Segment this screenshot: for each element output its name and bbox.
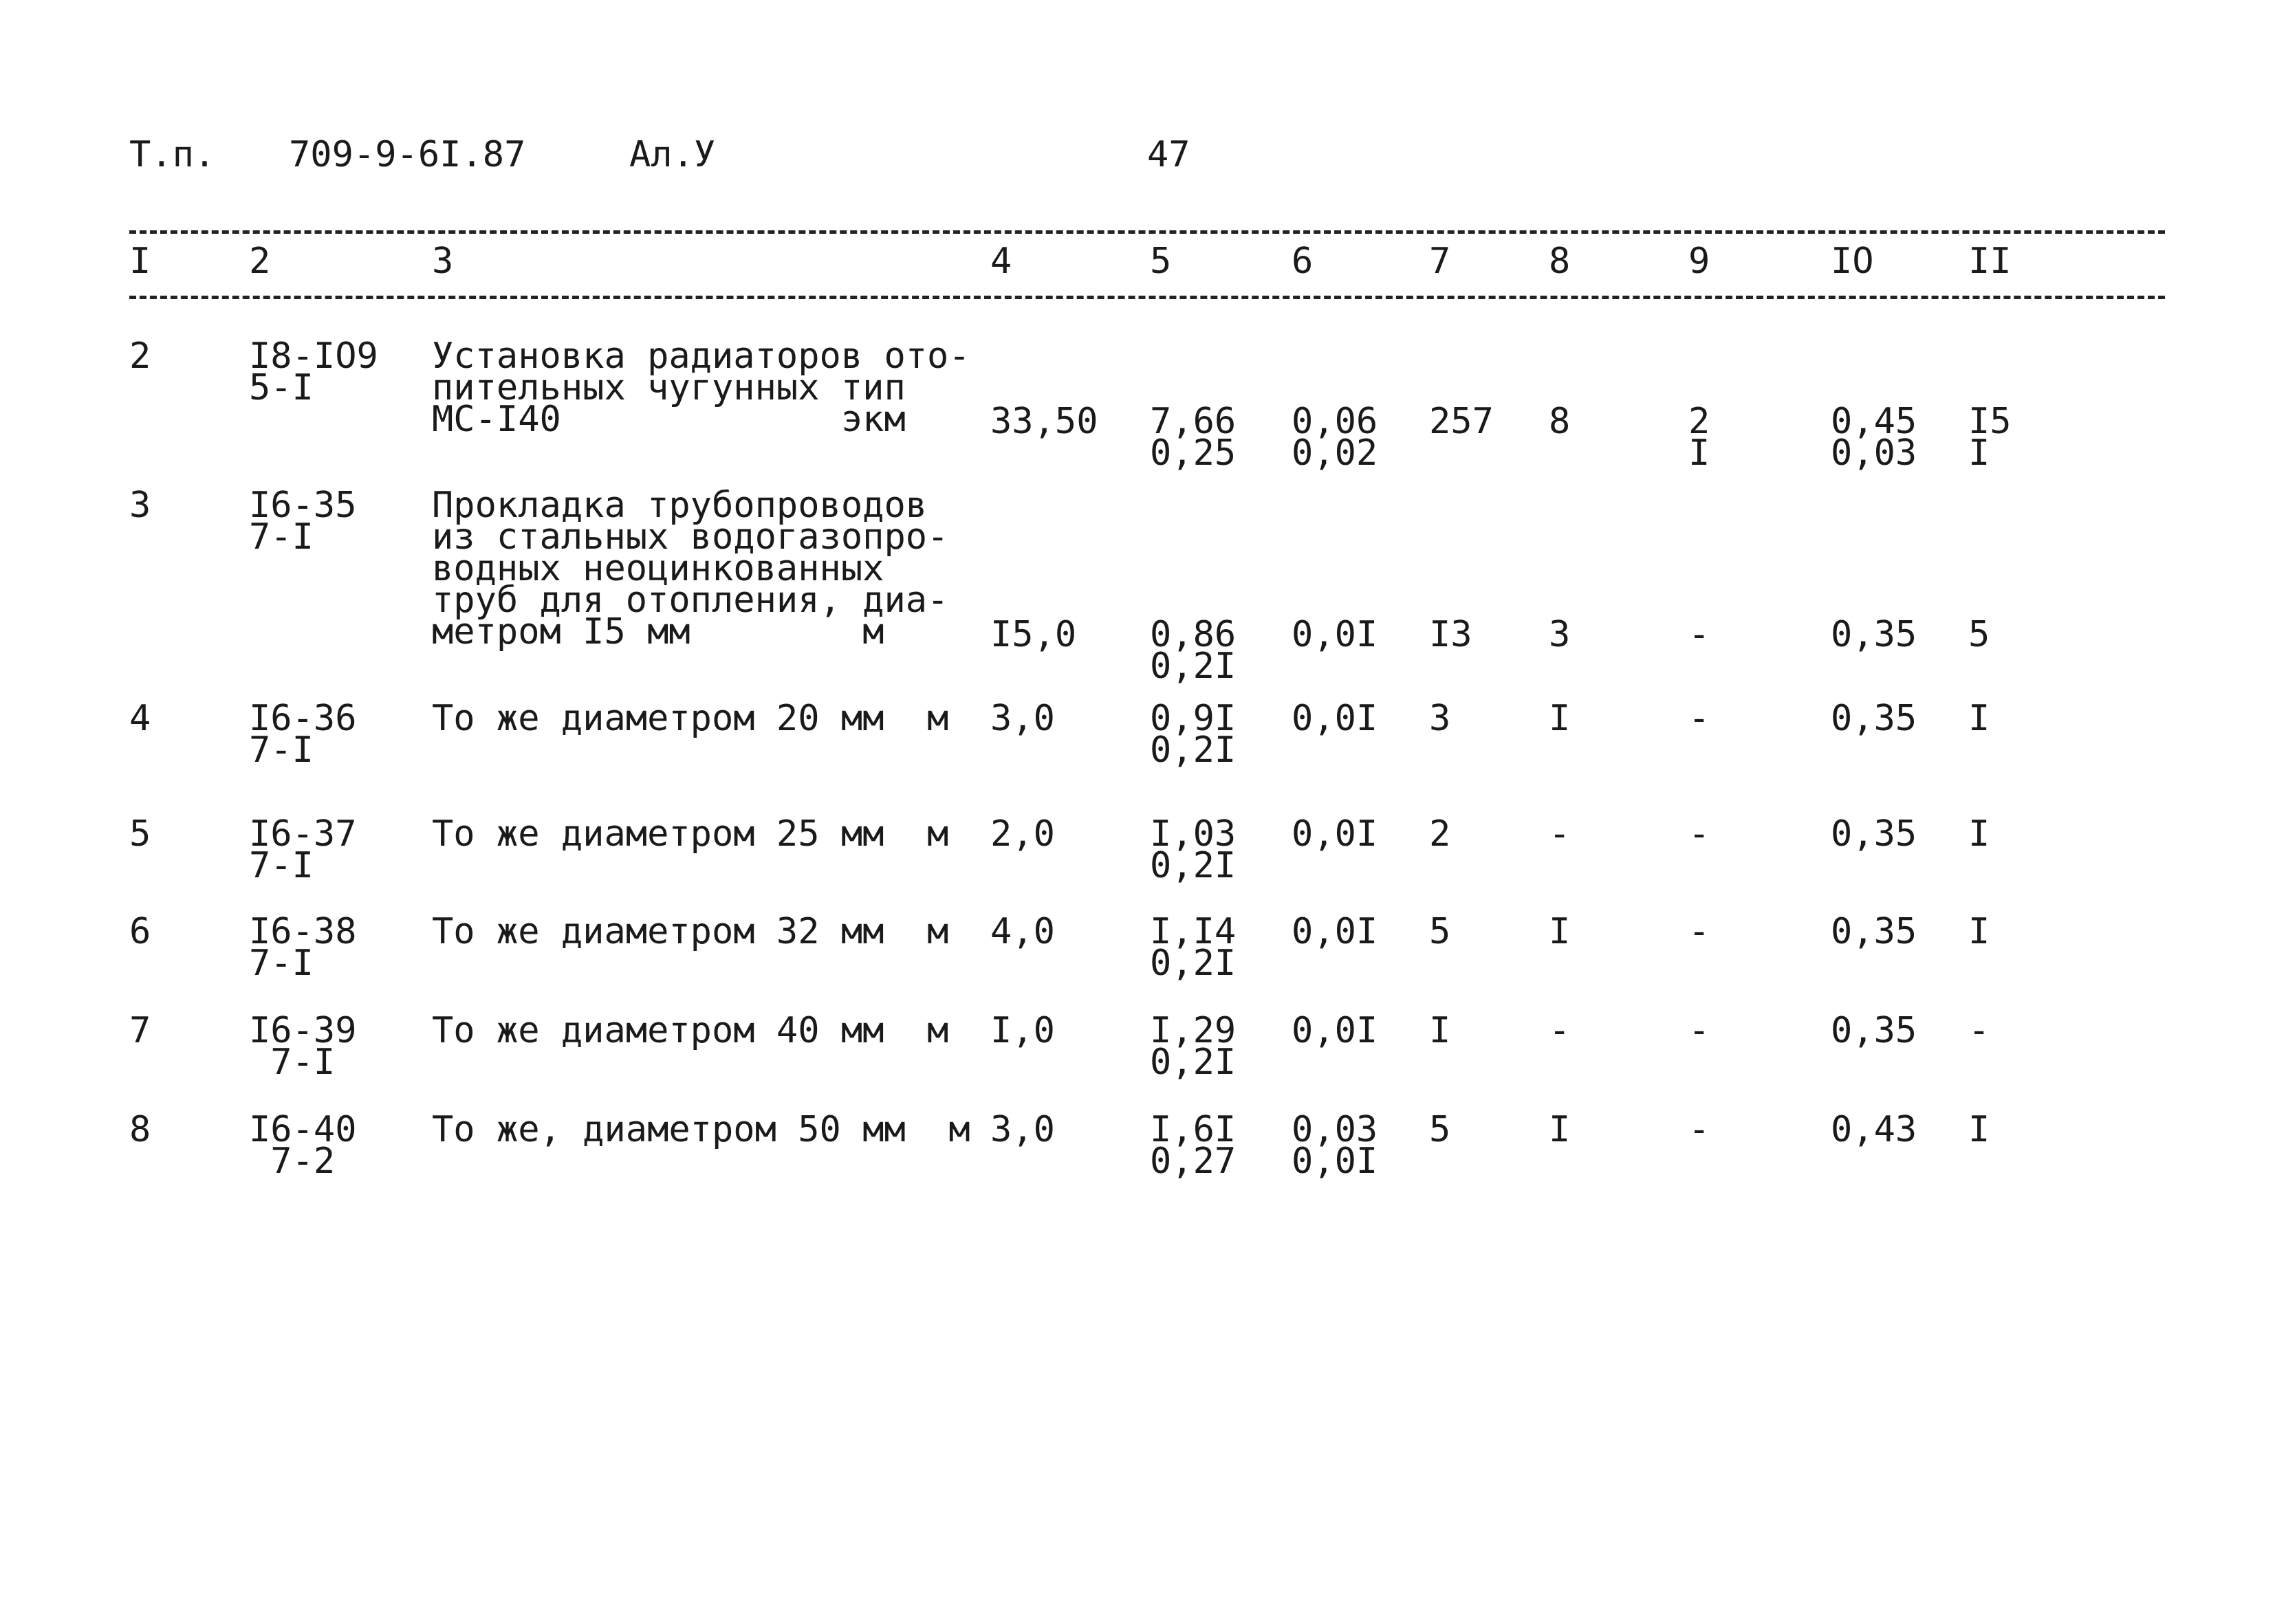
row-col-4: 3,0 xyxy=(990,698,1055,739)
row-col-10: 0,45 0,03 xyxy=(1831,401,1917,474)
row-number: 6 xyxy=(129,911,151,952)
row-col-7: 2 xyxy=(1429,813,1451,855)
row-code: I6-37 7-I xyxy=(249,813,357,886)
page-number: 47 xyxy=(1147,134,1190,175)
row-col-6: 0,03 0,0I xyxy=(1292,1109,1378,1182)
document-code: 709-9-6I.87 xyxy=(289,134,526,175)
row-col-11: I xyxy=(1968,698,1990,739)
row-col-8: I xyxy=(1549,1109,1571,1150)
row-col-7: 5 xyxy=(1429,1109,1451,1150)
row-description: То же, диаметром 50 мм м xyxy=(432,1109,970,1150)
column-header-8: 8 xyxy=(1549,241,1571,282)
header-prefix: Т.п. xyxy=(129,134,216,175)
row-number: 8 xyxy=(129,1109,151,1150)
row-col-6: 0,06 0,02 xyxy=(1292,401,1378,474)
row-col-5: I,29 0,2I xyxy=(1150,1010,1237,1083)
row-col-4: 4,0 xyxy=(990,911,1055,952)
row-col-11: I xyxy=(1968,911,1990,952)
row-col-7: 3 xyxy=(1429,698,1451,739)
row-description: То же диаметром 40 мм м xyxy=(432,1010,949,1051)
row-col-8: 8 xyxy=(1549,401,1571,442)
column-header-6: 6 xyxy=(1292,241,1314,282)
row-col-8: 3 xyxy=(1549,614,1571,655)
row-code: I6-40 7-2 xyxy=(249,1109,357,1182)
column-header-4: 4 xyxy=(990,241,1012,282)
top-rule xyxy=(129,230,2165,234)
row-col-4: I,0 xyxy=(990,1010,1055,1051)
row-col-9: - xyxy=(1688,614,1710,655)
row-col-5: I,I4 0,2I xyxy=(1150,911,1237,984)
row-description: То же диаметром 20 мм м xyxy=(432,698,949,739)
row-col-7: I3 xyxy=(1429,614,1472,655)
row-col-10: 0,35 xyxy=(1831,698,1917,739)
row-col-6: 0,0I xyxy=(1292,698,1378,739)
row-col-6: 0,0I xyxy=(1292,614,1378,655)
column-header-11: II xyxy=(1968,241,2012,282)
row-code: I6-35 7-I xyxy=(249,485,357,558)
column-header-5: 5 xyxy=(1150,241,1172,282)
column-header-3: 3 xyxy=(432,241,454,282)
row-col-10: 0,35 xyxy=(1831,813,1917,855)
row-col-5: 0,86 0,2I xyxy=(1150,614,1237,687)
row-description: Прокладка трубопроводов из стальных водогазопро- водных неоцинкованных труб для отопления, диа- метром I5 мм м xyxy=(432,485,949,652)
row-col-4: 2,0 xyxy=(990,813,1055,855)
row-number: 2 xyxy=(129,336,151,377)
row-col-11: I5 I xyxy=(1968,401,2012,474)
row-col-8: - xyxy=(1549,1010,1571,1051)
row-col-11: 5 xyxy=(1968,614,1990,655)
column-header-10: IO xyxy=(1831,241,1874,282)
album-label: Ал.У xyxy=(629,134,716,175)
row-number: 5 xyxy=(129,813,151,855)
row-col-6: 0,0I xyxy=(1292,911,1378,952)
row-col-4: 3,0 xyxy=(990,1109,1055,1150)
row-col-11: I xyxy=(1968,813,1990,855)
row-col-8: - xyxy=(1549,813,1571,855)
row-col-9: - xyxy=(1688,1010,1710,1051)
row-code: I8-IO9 5-I xyxy=(249,336,378,408)
row-number: 3 xyxy=(129,485,151,526)
row-description: То же диаметром 32 мм м xyxy=(432,911,949,952)
header-bottom-rule xyxy=(129,296,2165,299)
row-description: То же диаметром 25 мм м xyxy=(432,813,949,855)
row-col-4: 33,50 xyxy=(990,401,1098,442)
column-header-2: 2 xyxy=(249,241,271,282)
row-col-4: I5,0 xyxy=(990,614,1077,655)
row-col-7: I xyxy=(1429,1010,1451,1051)
row-col-5: 0,9I 0,2I xyxy=(1150,698,1237,771)
row-code: I6-36 7-I xyxy=(249,698,357,771)
row-col-5: 7,66 0,25 xyxy=(1150,401,1237,474)
row-col-10: 0,35 xyxy=(1831,1010,1917,1051)
row-col-10: 0,35 xyxy=(1831,911,1917,952)
row-code: I6-38 7-I xyxy=(249,911,357,984)
row-col-10: 0,35 xyxy=(1831,614,1917,655)
row-col-5: I,6I 0,27 xyxy=(1150,1109,1237,1182)
row-col-11: - xyxy=(1968,1010,1990,1051)
column-header-7: 7 xyxy=(1429,241,1451,282)
row-number: 4 xyxy=(129,698,151,739)
row-col-10: 0,43 xyxy=(1831,1109,1917,1150)
row-col-11: I xyxy=(1968,1109,1990,1150)
row-col-8: I xyxy=(1549,911,1571,952)
row-col-6: 0,0I xyxy=(1292,813,1378,855)
row-col-7: 5 xyxy=(1429,911,1451,952)
row-col-9: - xyxy=(1688,813,1710,855)
row-col-9: 2 I xyxy=(1688,401,1710,474)
row-col-7: 257 xyxy=(1429,401,1494,442)
row-col-8: I xyxy=(1549,698,1571,739)
column-header-9: 9 xyxy=(1688,241,1710,282)
row-code: I6-39 7-I xyxy=(249,1010,357,1083)
row-description: Установка радиаторов ото- пительных чугунных тип МС-I40 экм xyxy=(432,336,970,440)
row-col-9: - xyxy=(1688,1109,1710,1150)
row-col-9: - xyxy=(1688,911,1710,952)
column-header-1: I xyxy=(129,241,151,282)
row-col-9: - xyxy=(1688,698,1710,739)
row-col-6: 0,0I xyxy=(1292,1010,1378,1051)
row-number: 7 xyxy=(129,1010,151,1051)
row-col-5: I,03 0,2I xyxy=(1150,813,1237,886)
